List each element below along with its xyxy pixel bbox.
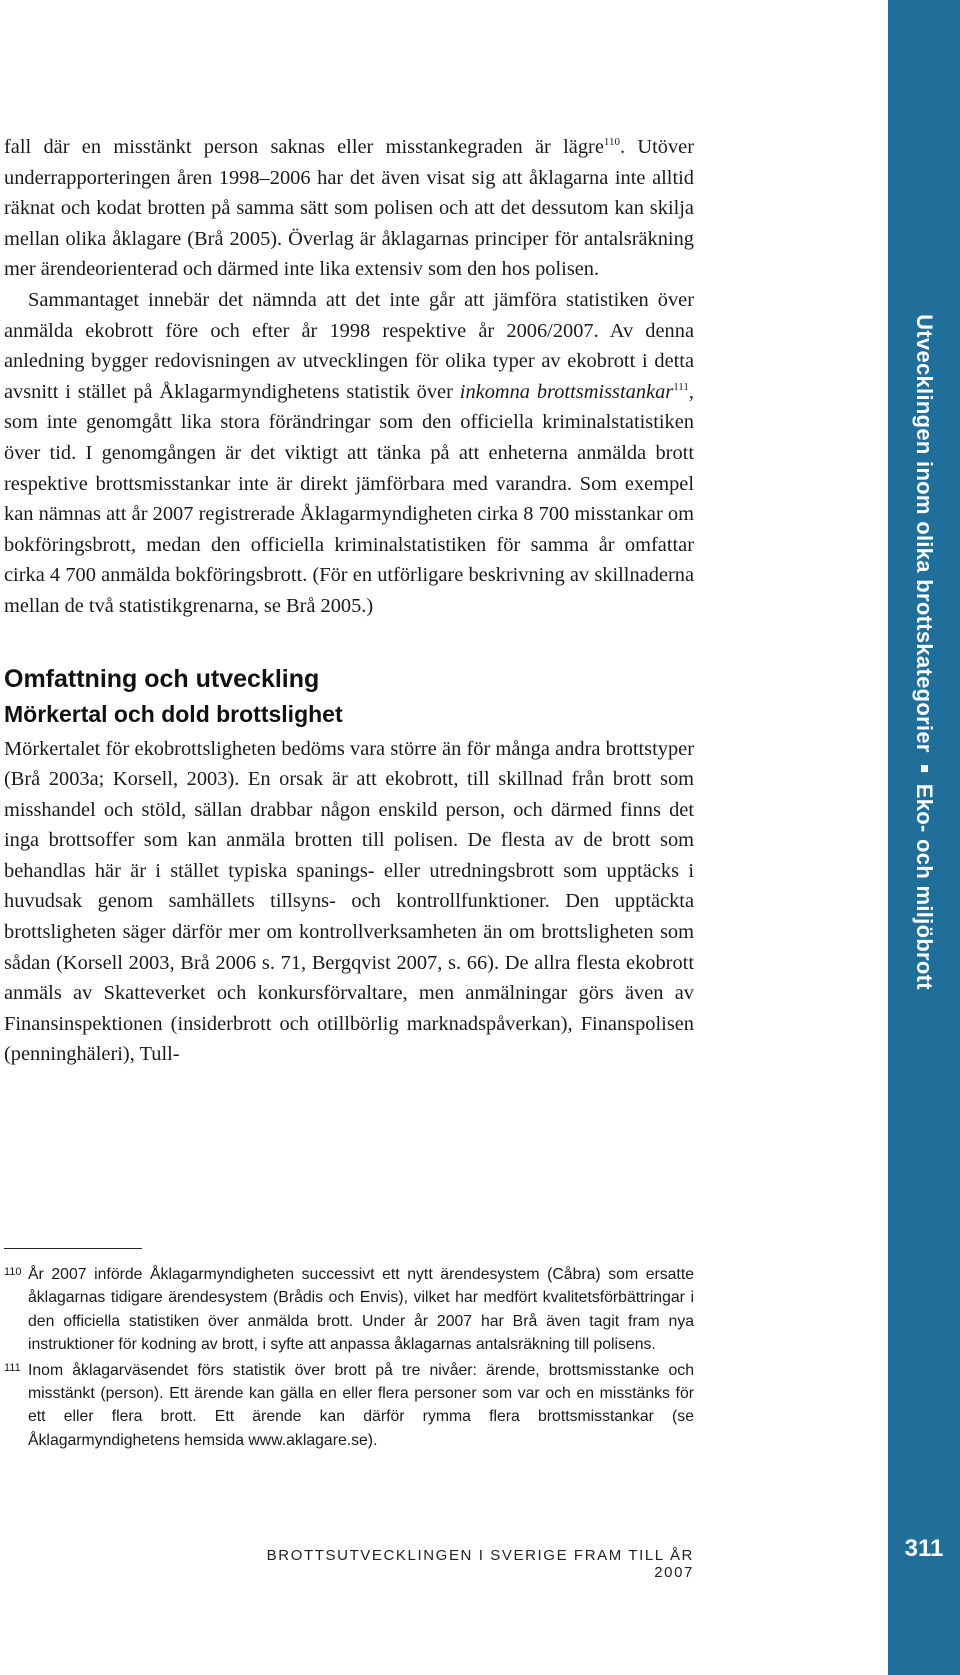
- body-text: [4, 132, 694, 1070]
- paragraph-2: [4, 285, 694, 622]
- section-heading: Omfattning och utveckling: [4, 664, 320, 693]
- footnote-text: Inom åklagarväsendet förs statistik över brott på tre nivåer: ärende, brottsmisstanke och misstänkt (person). Ett ärende kan gälla en eller flera personer som var och en misstänks för ett eller flera brott. Ett ärende kan därför rymma flera brottsmisstankar (se Åklagarmyndighetens hemsida www.aklagare.se).: [28, 1361, 694, 1449]
- paragraph-3: Mörkertalet för ekobrottsligheten bedöms vara större än för många andra brottstyper (Brå 2003a; Korsell, 2003). En orsak är att ekobrott, till skillnad från brott som misshandel och stöld, sällan drabbar någon enskild person, och därmed finns det inga brottsoffer som kan anmäla brotten till polisen. De flesta av de brott som behandlas här är i stället typiska spanings- eller utredningsbrott som upptäcks i huvudsak genom samhällets tillsyns- och kontrollfunktioner. Den upptäckta brottsligheten säger därför mer om kontrollverksamheten än om brottsligheten som sådan (Korsell 2003, Brå 2006 s. 71, Bergqvist 2007, s. 66). De allra flesta ekobrott anmäls av Skatteverket och konkursförvaltare, men anmälningar görs även av Finansinspektionen (insiderbrott och otillbörlig marknadspåverkan), Finanspolisen (penninghäleri), Tull-: [4, 737, 694, 1066]
- paragraph-1-text-a: fall där en misstänkt person saknas eller misstankegraden är lägre: [4, 136, 604, 158]
- page-number: 311: [904, 1535, 944, 1562]
- side-section-label: Eko- och miljöbrott: [912, 783, 937, 990]
- paragraph-2-text-b: , som inte genomgått lika stora förändringar som den officiella kriminalstatistiken över tid. I genomgången är det viktigt att tänka på att enheterna anmälda brott respektive brottsmisstankar inte är direkt jämförbara med varandra. Som exempel kan nämnas att år 2007 registrerade Åklagarmyndigheten cirka 8 700 misstankar om bokföringsbrott, medan den officiella kriminalstatistiken för samma år omfattar cirka 4 700 anmälda bokföringsbrott. (För en utförligare beskrivning av skillnaderna mellan de två statistikgrenarna, se Brå 2005.): [4, 380, 694, 617]
- footnote-text: År 2007 införde Åklagarmyndigheten successivt ett nytt ärendesystem (Cåbra) som ersatte åklagarnas tidigare ärendesystem (Brådis och Envis), vilket har medfört kvalitetsförbättringar i den officiella statistiken över anmälda brott. Under år 2007 har Brå även tagit fram nya instruktioner för kodning av brott, i syfte att anpassa åklagarnas antalsräkning till polisens.: [28, 1266, 694, 1354]
- paragraph-2-italic-term: inkomna brottsmisstankar: [459, 380, 674, 403]
- footnote-number: 110: [4, 1266, 22, 1278]
- paragraph-1-text-b: . Utöver underrapporteringen åren 1998–2006 har det även visat sig att åklagarna inte alltid räknat och kodat brotten på samma sätt som polisen och att det dessutom kan skilja mellan olika åklagare (Brå 2005). Överlag är åklagarnas principer för antalsräkning mer ärendeorienterad och därmed inte lika extensiv som den hos polisen.: [4, 136, 694, 281]
- footnote-number: 111: [4, 1361, 21, 1374]
- footnote-111: [4, 1359, 694, 1453]
- subsection-heading: Mörkertal och dold brottslighet: [4, 700, 343, 727]
- separator-square-icon: [921, 765, 928, 772]
- side-chapter-label: Utvecklingen inom olika brottskategorier: [912, 314, 937, 753]
- side-title-text: [911, 314, 937, 990]
- running-footer: BROTTSUTVECKLINGEN I SVERIGE FRAM TILL ÅR 2007: [266, 1547, 694, 1581]
- footnote-ref-111[interactable]: 111: [673, 380, 689, 393]
- paragraph-2-text-a: Sammantaget innebär det nämnda att det inte går att jämföra statistiken över anmälda ekobrott före och efter år 1998 respektive år 2006/2007. Av denna anledning bygger redovisningen av utvecklingen för olika typer av ekobrott i detta avsnitt i stället på Åklagarmyndighetens statistik över: [4, 288, 694, 403]
- footnotes: [4, 1263, 694, 1454]
- footnote-110: [4, 1263, 694, 1357]
- paragraph-1: [4, 132, 694, 285]
- footnote-ref-110[interactable]: 110: [603, 136, 620, 149]
- footnote-divider: [4, 1248, 142, 1249]
- chapter-side-title: [888, 0, 960, 1675]
